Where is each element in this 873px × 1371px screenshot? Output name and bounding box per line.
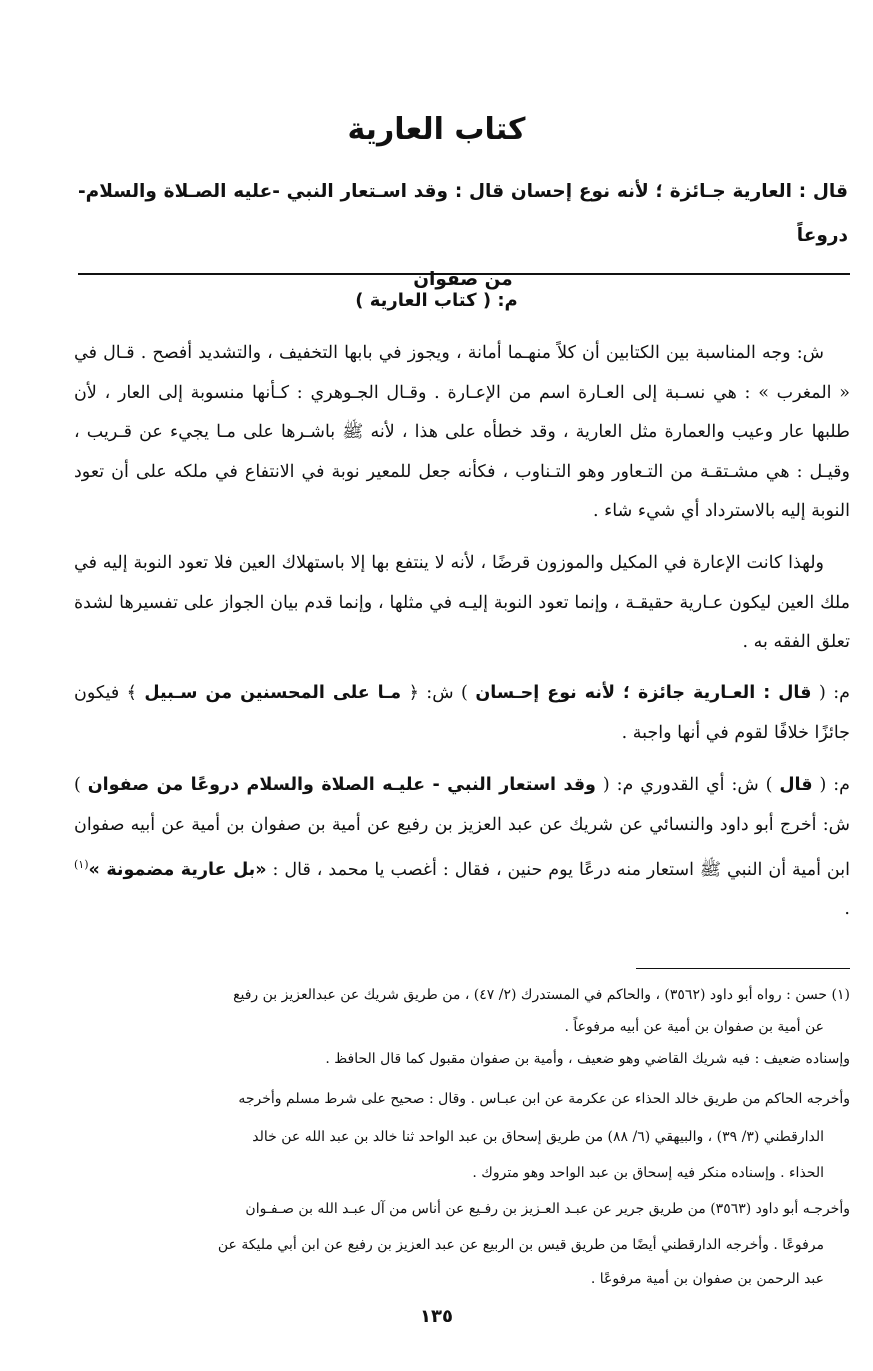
p3-tail: ﴾ فيكون جائزًا خلافًا لقوم في أنها واجبة . bbox=[74, 683, 850, 743]
p4-lead: م: ( bbox=[819, 775, 850, 795]
matn-line-1: قال : العارية جـائزة ؛ لأنه نوع إحسان قال : وقد اسـتعار النبي -عليه الصـلاة والسلام- دروعاً bbox=[78, 181, 848, 246]
p4-mid-2: ) ش: أخرج أبو داود والنسائي عن شريك عن عبد العزيز بن رفيع عن أمية بن صفوان بن أمية عن أبيه صفوان ابن أمية أن النبي ﷺ استعار منه درعًا يوم حنين ، فقال : أغصب يا محمد ، قال : bbox=[74, 775, 850, 880]
matn-text bbox=[78, 170, 848, 302]
footnote-1-line-5: الدارقطني (٣/ ٣٩) ، والبيهقي (٦/ ٨٨) من طريق إسحاق بن عبد الواحد ثنا خالد بن عبد الله عن خالد bbox=[252, 1129, 824, 1145]
p3-matn-quote: قال : العـارية جائزة ؛ لأنه نوع إحـسان bbox=[475, 683, 812, 703]
p4-matn-qala: قال bbox=[779, 775, 813, 795]
chapter-title: كتاب العارية bbox=[347, 112, 526, 147]
commentary-paragraph-3 bbox=[74, 674, 850, 753]
footnote-separator bbox=[636, 968, 850, 969]
p3-quran-verse: مـا على المحسنين من سـبيل bbox=[144, 683, 402, 703]
footnote-1-line-6: الحذاء . وإسناده منكر فيه إسحاق بن عبد الواحد وهو متروك . bbox=[472, 1165, 824, 1181]
p4-mid-1: ) ش: أي القدوري م: ( bbox=[602, 775, 773, 795]
footnote-1-line-4: وأخرجه الحاكم من طريق خالد الحذاء عن عكرمة عن ابن عبـاس . وقال : صحيح على شرط مسلم وأخرجه bbox=[238, 1091, 850, 1107]
footnote-reference: (١) bbox=[74, 858, 89, 871]
footnote-1-line-9: عبد الرحمن بن صفوان بن أمية مرفوعًا . bbox=[590, 1271, 824, 1287]
footnote-1-line-8: مرفوعًا . وأخرجه الدارقطني أيضًا من طريق قيس بن الربيع عن عبد العزيز بن رفيع عن ابن أبي مليكة عن bbox=[217, 1237, 824, 1253]
section-heading: م: ( كتاب العارية ) bbox=[355, 290, 518, 311]
p4-end: . bbox=[844, 899, 850, 920]
p4-matn-quote: وقد استعار النبي - عليـه الصلاة والسلام دروعًا من صفوان bbox=[87, 775, 596, 795]
commentary-paragraph-4 bbox=[74, 766, 850, 930]
footnote-1-line-2: عن أمية بن صفوان بن أمية عن أبيه مرفوعاً . bbox=[564, 1019, 824, 1035]
separator-rule bbox=[78, 273, 850, 275]
p3-mid: ) ش: ﴿ bbox=[408, 683, 468, 703]
page-number: ١٣٥ bbox=[420, 1306, 453, 1327]
footnote-1-line-3: وإسناده ضعيف : فيه شريك القاضي وهو ضعيف ، وأمية بن صفوان مقبول كما قال الحافظ . bbox=[325, 1051, 850, 1067]
matn-line-2: من صفوان bbox=[413, 269, 513, 290]
commentary-paragraph-2: ولهذا كانت الإعارة في المكيل والموزون قرضًا ، لأنه لا ينتفع بها إلا باستهلاك العين فلا تعود النوبة إليه في ملك العين ليكون عـارية حقيقـة ، وإنما تعود النوبة إليـه في مثلها ، وإنما قدم بيان الجواز على تفسيرها لشدة تعلق الفقه به . bbox=[74, 553, 850, 652]
footnote-1-line-7: وأخرجـه أبو داود (٣٥٦٣) من طريق جرير عن عبـد العـزيز بن رفـيع عن أناس من آل عبـد الله بن صـفـوان bbox=[245, 1201, 850, 1217]
commentary-paragraph-1: ش: وجه المناسبة بين الكتابين أن كلاً منهـما أمانة ، ويجوز في بابها التخفيف ، والتشديد أفصح . قـال في « المغرب » : هي نسـبة إلى العـارة اسم من الإعـارة . وقـال الجـوهري : كـأنها منسوبة إلى العار ، لأن طلبها عار وعيب والعمارة مثل العارية ، وقد خطأه على هذا ، لأنه ﷺ باشـرها على مـا يجيء عن قـريب ، وقيـل : هي مشـتقـة من التـعاور وهو التـناوب ، فكأنه جعل للمعير نوبة في الانتفاع في ملكه على أن تعود النوبة إليه بالاسترداد أي شيء شاء . bbox=[74, 343, 850, 521]
p3-lead: م: ( bbox=[818, 683, 850, 703]
footnote-1-line-1: (١) حسن : رواه أبو داود (٣٥٦٢) ، والحاكم في المستدرك (٢/ ٤٧) ، من طريق شريك عن عبدالعزيز بن رفيع bbox=[233, 987, 850, 1003]
p4-hadith-quote: «بل عارية مضمونة » bbox=[88, 859, 267, 880]
